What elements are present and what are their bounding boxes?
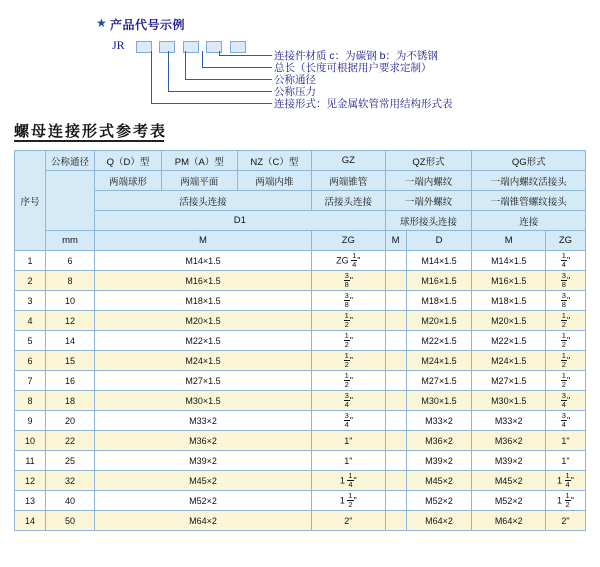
header-qg-desc: 一端内螺纹活接头 xyxy=(472,171,586,191)
cell-gz: $\frac{1}{2}$ " xyxy=(312,371,386,391)
cell-thread-m: M27×1.5 xyxy=(95,371,312,391)
cell-qg-m: M36×2 xyxy=(472,431,546,451)
header-unit-qg-zg: ZG xyxy=(545,231,585,251)
header-qz-ball: 球形接头连接 xyxy=(385,211,472,231)
cell-dn: 32 xyxy=(46,471,95,491)
header-qz-desc: 一端内螺纹 xyxy=(385,171,472,191)
cell-thread-m: M18×1.5 xyxy=(95,291,312,311)
header-left-connection: 活接头连接 xyxy=(95,191,312,211)
code-prefix: JR xyxy=(112,38,125,52)
header-pm-desc: 两端平面 xyxy=(161,171,237,191)
header-gz-connection: 活接头连接 xyxy=(312,191,386,211)
cell-thread-m: M24×1.5 xyxy=(95,351,312,371)
cell-serial: 12 xyxy=(15,471,46,491)
section-title: 螺母连接形式参考表 xyxy=(14,123,168,140)
cell-dn: 8 xyxy=(46,271,95,291)
cell-thread-m: M14×1.5 xyxy=(95,251,312,271)
cell-qz-m xyxy=(385,331,406,351)
cell-qz-d: M14×1.5 xyxy=(406,251,472,271)
table-body xyxy=(15,251,586,531)
cell-serial: 9 xyxy=(15,411,46,431)
table-row xyxy=(15,371,586,391)
cell-qg-m: M22×1.5 xyxy=(472,331,546,351)
cell-qg-m: M45×2 xyxy=(472,471,546,491)
cell-dn: 40 xyxy=(46,491,95,511)
cell-dn: 14 xyxy=(46,331,95,351)
cell-dn: 10 xyxy=(46,291,95,311)
cell-qg-m: M14×1.5 xyxy=(472,251,546,271)
cell-thread-m: M39×2 xyxy=(95,451,312,471)
cell-serial: 2 xyxy=(15,271,46,291)
header-q-desc: 两端球形 xyxy=(95,171,162,191)
cell-qz-d: M64×2 xyxy=(406,511,472,531)
header-dn: 公称通径 xyxy=(46,151,95,171)
cell-qz-d: M24×1.5 xyxy=(406,351,472,371)
cell-qg-zg: $\frac{1}{4}$ " xyxy=(545,251,585,271)
table-header-row xyxy=(15,151,586,171)
cell-gz: $\frac{3}{4}$ " xyxy=(312,391,386,411)
header-serial-label: 序号 xyxy=(20,196,40,208)
header-unit-qg-m: M xyxy=(472,231,546,251)
cell-qg-zg: 1" xyxy=(545,451,585,471)
cell-dn: 12 xyxy=(46,311,95,331)
cell-dn: 20 xyxy=(46,411,95,431)
cell-qg-zg: 2" xyxy=(545,511,585,531)
cell-qg-zg: $\frac{1}{2}$ " xyxy=(545,371,585,391)
header-d1: D1 xyxy=(95,211,386,231)
cell-qz-m xyxy=(385,351,406,371)
cell-dn: 6 xyxy=(46,251,95,271)
cell-qz-d: M20×1.5 xyxy=(406,311,472,331)
legend-label-dn: 公称通径 xyxy=(274,74,316,86)
cell-dn: 16 xyxy=(46,371,95,391)
header-unit-m: M xyxy=(95,231,312,251)
nut-connection-table xyxy=(14,150,586,531)
cell-gz: $\frac{1}{2}$ " xyxy=(312,311,386,331)
cell-qz-m xyxy=(385,491,406,511)
cell-qg-zg: $\frac{3}{4}$ " xyxy=(545,411,585,431)
cell-qz-m xyxy=(385,291,406,311)
cell-dn: 22 xyxy=(46,431,95,451)
cell-qz-d: M36×2 xyxy=(406,431,472,451)
header-unit-zg: ZG xyxy=(312,231,386,251)
code-box xyxy=(136,41,152,53)
table-header-row2 xyxy=(15,171,586,191)
cell-qz-m xyxy=(385,471,406,491)
table-row xyxy=(15,431,586,451)
cell-serial: 6 xyxy=(15,351,46,371)
cell-thread-m: M20×1.5 xyxy=(95,311,312,331)
table-row xyxy=(15,411,586,431)
table-row xyxy=(15,511,586,531)
header-dn-blank xyxy=(46,171,95,231)
cell-qz-d: M52×2 xyxy=(406,491,472,511)
cell-thread-m: M52×2 xyxy=(95,491,312,511)
header-gz-desc: 两端锥管 xyxy=(312,171,386,191)
table-row xyxy=(15,471,586,491)
cell-thread-m: M45×2 xyxy=(95,471,312,491)
cell-gz: 1" xyxy=(312,431,386,451)
table-row xyxy=(15,291,586,311)
cell-serial: 4 xyxy=(15,311,46,331)
cell-qz-m xyxy=(385,431,406,451)
cell-qg-m: M24×1.5 xyxy=(472,351,546,371)
cell-qg-m: M52×2 xyxy=(472,491,546,511)
header-serial xyxy=(15,151,46,251)
legend-label-connection: 连接形式：见金属软管常用结构形式表 xyxy=(274,98,453,110)
cell-qz-d: M39×2 xyxy=(406,451,472,471)
cell-qz-d: M18×1.5 xyxy=(406,291,472,311)
table-row xyxy=(15,331,586,351)
cell-serial: 14 xyxy=(15,511,46,531)
cell-qz-m xyxy=(385,371,406,391)
cell-gz: $\frac{3}{8}$ " xyxy=(312,271,386,291)
cell-qg-m: M33×2 xyxy=(472,411,546,431)
cell-qz-m xyxy=(385,511,406,531)
cell-qz-m xyxy=(385,311,406,331)
cell-thread-m: M22×1.5 xyxy=(95,331,312,351)
section-underline xyxy=(14,140,164,142)
cell-qz-m xyxy=(385,251,406,271)
cell-qz-m xyxy=(385,451,406,471)
cell-serial: 8 xyxy=(15,391,46,411)
table-row xyxy=(15,491,586,511)
cell-gz: 1" xyxy=(312,451,386,471)
leader-line xyxy=(151,51,272,104)
cell-qg-zg: $\frac{3}{8}$ " xyxy=(545,291,585,311)
header-qg-thread: 一端锥管螺纹接头 xyxy=(472,191,586,211)
cell-dn: 15 xyxy=(46,351,95,371)
cell-serial: 3 xyxy=(15,291,46,311)
cell-gz: $\frac{3}{4}$ " xyxy=(312,411,386,431)
cell-gz: $\frac{1}{2}$ " xyxy=(312,351,386,371)
cell-qg-m: M64×2 xyxy=(472,511,546,531)
star-icon: ★ xyxy=(96,16,107,30)
cell-qg-m: M39×2 xyxy=(472,451,546,471)
cell-gz: 1 $\frac{1}{4}$ " xyxy=(312,471,386,491)
cell-qz-d: M16×1.5 xyxy=(406,271,472,291)
cell-serial: 13 xyxy=(15,491,46,511)
cell-qg-zg: 1" xyxy=(545,431,585,451)
cell-gz: ZG $\frac{1}{4}$ " xyxy=(312,251,386,271)
cell-qg-zg: 1 $\frac{1}{2}$ " xyxy=(545,491,585,511)
header-nz-desc: 两端内堆 xyxy=(237,171,311,191)
table-row xyxy=(15,271,586,291)
header-group-qg: QG形式 xyxy=(472,151,586,171)
table-row xyxy=(15,451,586,471)
cell-thread-m: M36×2 xyxy=(95,431,312,451)
cell-qg-m: M20×1.5 xyxy=(472,311,546,331)
cell-gz: $\frac{3}{8}$ " xyxy=(312,291,386,311)
table-row xyxy=(15,251,586,271)
header-group-pm: PM（A）型 xyxy=(161,151,237,171)
cell-gz: 2" xyxy=(312,511,386,531)
cell-gz: $\frac{1}{2}$ " xyxy=(312,331,386,351)
header-qg-connect: 连接 xyxy=(472,211,586,231)
legend-label-length: 总长（长度可根据用户要求定制） xyxy=(274,62,432,74)
cell-qg-zg: $\frac{3}{8}$ " xyxy=(545,271,585,291)
cell-qg-zg: $\frac{1}{2}$ " xyxy=(545,351,585,371)
table-header-row3 xyxy=(15,191,586,211)
cell-serial: 7 xyxy=(15,371,46,391)
cell-serial: 11 xyxy=(15,451,46,471)
cell-qz-m xyxy=(385,391,406,411)
legend-label-pn: 公称压力 xyxy=(274,86,316,98)
cell-dn: 18 xyxy=(46,391,95,411)
cell-qg-m: M16×1.5 xyxy=(472,271,546,291)
cell-thread-m: M64×2 xyxy=(95,511,312,531)
header-group-gz: GZ xyxy=(312,151,386,171)
legend-label-material: 连接件材质 c：为碳钢 b：为不锈钢 xyxy=(274,50,438,62)
table-header-row5 xyxy=(15,231,586,251)
cell-qg-m: M18×1.5 xyxy=(472,291,546,311)
cell-qz-d: M22×1.5 xyxy=(406,331,472,351)
cell-qz-m xyxy=(385,271,406,291)
cell-dn: 50 xyxy=(46,511,95,531)
legend-title: 产品代号示例 xyxy=(110,18,186,32)
cell-gz: 1 $\frac{1}{2}$ " xyxy=(312,491,386,511)
table-row xyxy=(15,311,586,331)
header-unit-qz-m: M xyxy=(385,231,406,251)
table-row xyxy=(15,391,586,411)
header-group-nz: NZ（C）型 xyxy=(237,151,311,171)
cell-qg-m: M30×1.5 xyxy=(472,391,546,411)
cell-thread-m: M30×1.5 xyxy=(95,391,312,411)
header-group-q: Q（D）型 xyxy=(95,151,162,171)
cell-qz-d: M33×2 xyxy=(406,411,472,431)
cell-qg-m: M27×1.5 xyxy=(472,371,546,391)
header-unit-mm: mm xyxy=(46,231,95,251)
cell-dn: 25 xyxy=(46,451,95,471)
cell-qz-d: M27×1.5 xyxy=(406,371,472,391)
cell-thread-m: M16×1.5 xyxy=(95,271,312,291)
header-unit-qz-d: D xyxy=(406,231,472,251)
cell-qz-m xyxy=(385,411,406,431)
cell-qg-zg: 1 $\frac{1}{4}$ " xyxy=(545,471,585,491)
cell-serial: 1 xyxy=(15,251,46,271)
cell-serial: 5 xyxy=(15,331,46,351)
cell-qz-d: M45×2 xyxy=(406,471,472,491)
table-header-row4 xyxy=(15,211,586,231)
cell-qg-zg: $\frac{1}{2}$ " xyxy=(545,331,585,351)
header-group-qz: QZ形式 xyxy=(385,151,472,171)
cell-serial: 10 xyxy=(15,431,46,451)
cell-qg-zg: $\frac{1}{2}$ " xyxy=(545,311,585,331)
product-code-legend xyxy=(0,0,600,110)
cell-qz-d: M30×1.5 xyxy=(406,391,472,411)
header-qz-thread: 一端外螺纹 xyxy=(385,191,472,211)
cell-qg-zg: $\frac{3}{4}$ " xyxy=(545,391,585,411)
table-row xyxy=(15,351,586,371)
cell-thread-m: M33×2 xyxy=(95,411,312,431)
